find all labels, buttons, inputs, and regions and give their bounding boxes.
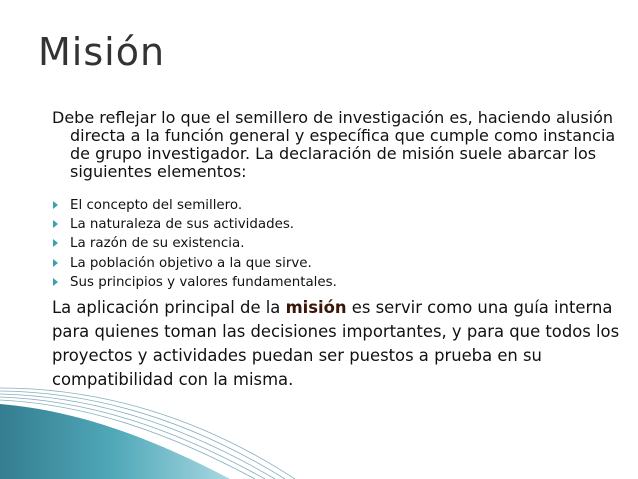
list-item-text: La naturaleza de sus actividades. bbox=[70, 217, 295, 233]
conclusion-text-after: es servir como una guía interna para quienes toman las decisiones importantes, y para que todos los proyectos y actividades puedan ser puestos a prueba en su compatibilidad con la misma. bbox=[52, 298, 620, 389]
list-item bbox=[51, 215, 337, 234]
list-item bbox=[51, 234, 337, 253]
list-item bbox=[51, 254, 337, 273]
list-item bbox=[51, 196, 337, 215]
list-item-text: La razón de su existencia. bbox=[70, 236, 245, 252]
mision-highlight: misión bbox=[285, 298, 347, 317]
wave-lines bbox=[0, 388, 295, 479]
triangle-right-icon bbox=[53, 278, 58, 286]
conclusion-paragraph bbox=[52, 296, 632, 392]
list-item bbox=[51, 273, 337, 292]
triangle-right-icon bbox=[53, 259, 58, 267]
list-item-text: La población objetivo a la que sirve. bbox=[70, 255, 312, 271]
list-item-text: El concepto del semillero. bbox=[70, 198, 243, 213]
list-item-text: Sus principios y valores fundamentales. bbox=[70, 274, 337, 290]
intro-paragraph: Debe reflejar lo que el semillero de investigación es, haciendo alusión directa a la función general y específica que cumple como instancia de grupo investigador. La declaración de misión suele abarcar los siguientes elementos: bbox=[52, 108, 616, 181]
wave-shape bbox=[0, 404, 230, 479]
triangle-right-icon bbox=[53, 220, 58, 228]
triangle-right-icon bbox=[53, 201, 58, 209]
slide-title: Misión bbox=[38, 30, 166, 74]
triangle-right-icon bbox=[53, 239, 58, 247]
bullet-list bbox=[51, 196, 337, 292]
conclusion-text-before: La aplicación principal de la bbox=[52, 298, 286, 317]
